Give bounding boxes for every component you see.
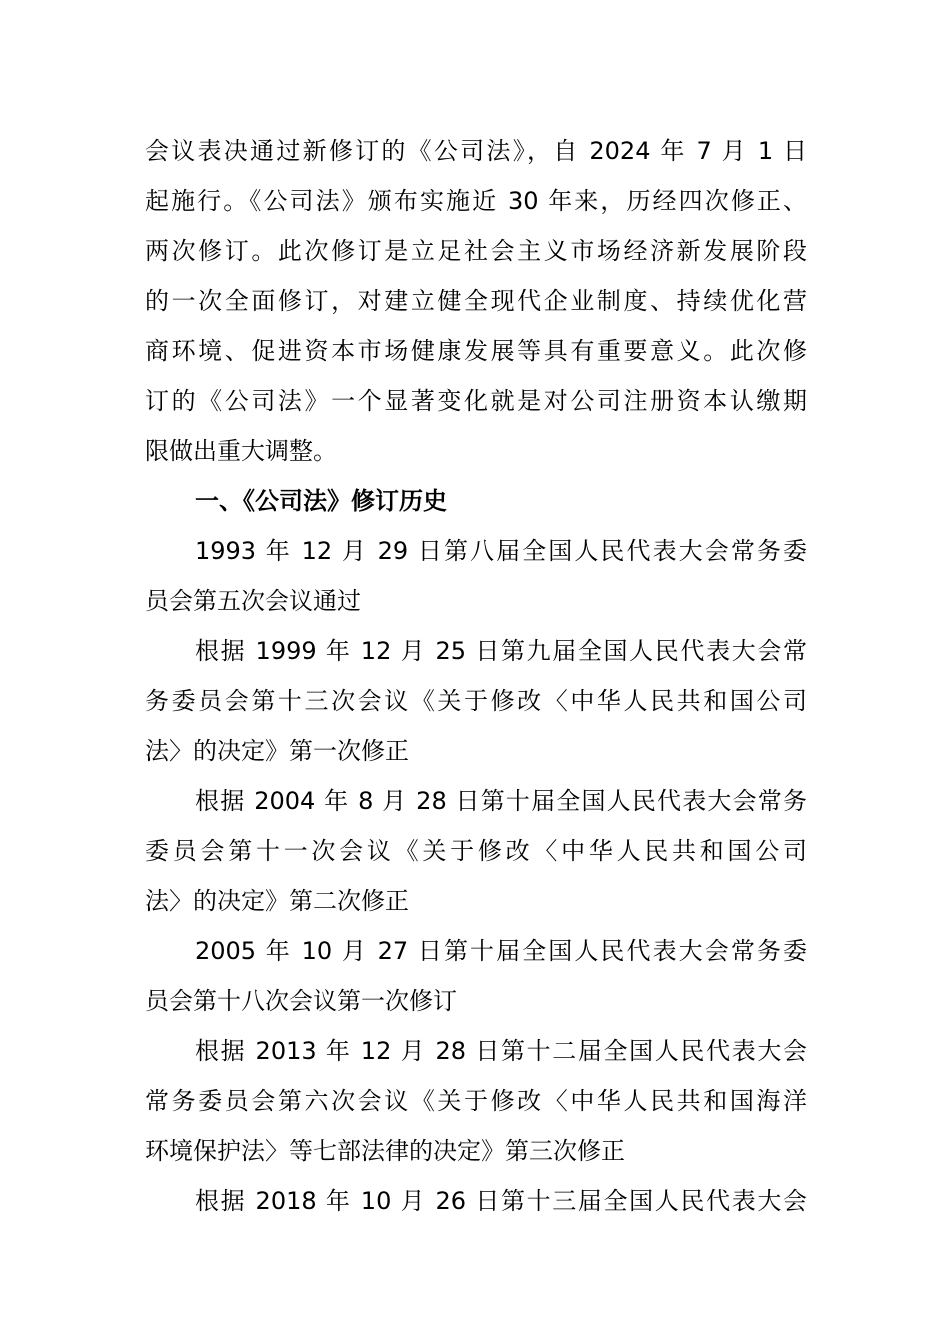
text-line: 常务委员会第六次会议《关于修改〈中华人民共和国海洋: [145, 1087, 807, 1115]
text-line: 环境保护法〉等七部法律的决定》第三次修正: [145, 1137, 625, 1165]
text-line: 法〉的决定》第二次修正: [145, 887, 409, 915]
text-line: 2005 年 10 月 27 日第十届全国人民代表大会常务委: [195, 937, 807, 965]
section-heading: 一、《公司法》修订历史: [195, 487, 447, 515]
text-line: 两次修订。此次修订是立足社会主义市场经济新发展阶段: [145, 237, 807, 265]
text-line: 的一次全面修订，对建立健全现代企业制度、持续优化营: [145, 287, 807, 315]
text-line: 法〉的决定》第一次修正: [145, 737, 409, 765]
text-line: 会议表决通过新修订的《公司法》，自 2024 年 7 月 1 日: [145, 137, 807, 165]
body-text: [145, 126, 807, 1226]
text-line: 根据 2018 年 10 月 26 日第十三届全国人民代表大会: [195, 1187, 807, 1215]
text-line: 限做出重大调整。: [145, 437, 337, 465]
text-line: 起施行。《公司法》颁布实施近 30 年来，历经四次修正、: [145, 187, 807, 215]
text-line: 订的《公司法》一个显著变化就是对公司注册资本认缴期: [145, 387, 807, 415]
text-line: 务委员会第十三次会议《关于修改〈中华人民共和国公司: [145, 687, 807, 715]
text-line: 员会第十八次会议第一次修订: [145, 987, 457, 1015]
text-line: 根据 2013 年 12 月 28 日第十二届全国人民代表大会: [195, 1037, 807, 1065]
text-line: 1993 年 12 月 29 日第八届全国人民代表大会常务委: [195, 537, 807, 565]
text-line: 商环境、促进资本市场健康发展等具有重要意义。此次修: [145, 337, 807, 365]
text-line: 根据 1999 年 12 月 25 日第九届全国人民代表大会常: [195, 637, 807, 665]
text-line: 员会第五次会议通过: [145, 587, 361, 615]
text-line: 根据 2004 年 8 月 28 日第十届全国人民代表大会常务: [195, 787, 807, 815]
text-line: 委员会第十一次会议《关于修改〈中华人民共和国公司: [145, 837, 807, 865]
